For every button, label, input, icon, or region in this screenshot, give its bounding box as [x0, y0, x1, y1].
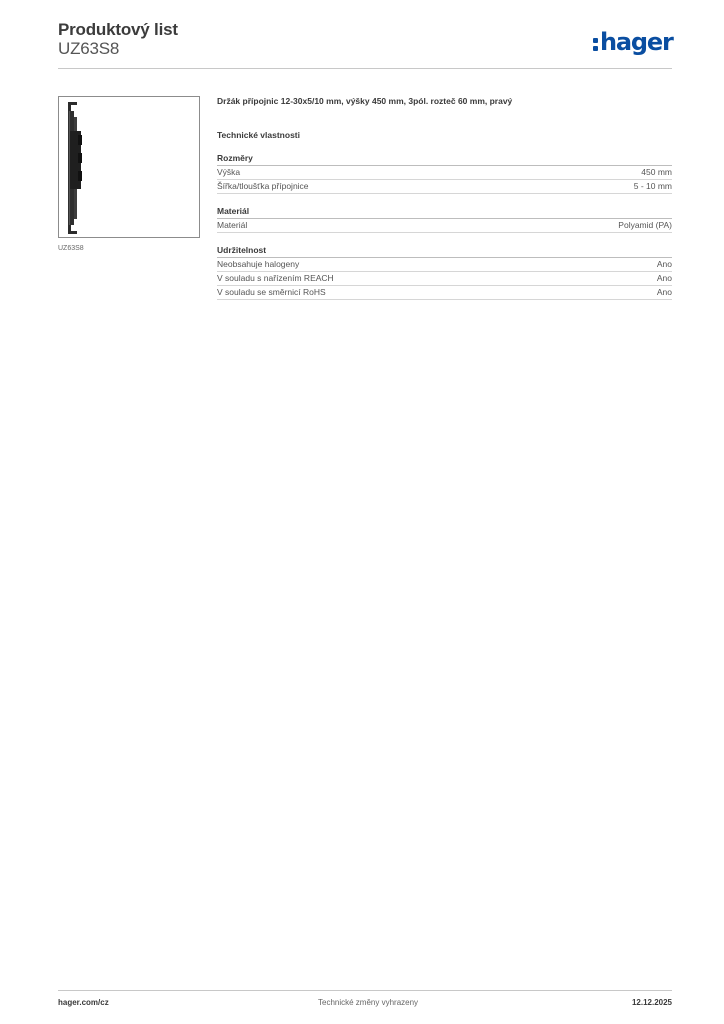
- footer-notice: Technické změny vyhrazeny: [318, 998, 419, 1007]
- product-code: UZ63S8: [58, 39, 120, 58]
- spec-row: [217, 180, 672, 194]
- footer-website-link[interactable]: hager.com/cz: [58, 998, 109, 1007]
- spec-row: [217, 258, 672, 272]
- document-title: Produktový list: [58, 20, 178, 39]
- spec-label: V souladu se směrnicí RoHS: [217, 287, 326, 297]
- image-caption: UZ63S8: [58, 245, 84, 252]
- spec-value: Ano: [656, 259, 672, 269]
- spec-label: Šířka/tloušťka přípojnice: [217, 181, 309, 191]
- spec-value: 5 - 10 mm: [633, 181, 672, 191]
- footer-divider: [58, 990, 672, 991]
- product-description: Držák přípojnic 12-30x5/10 mm, výšky 450 mm, 3pól. rozteč 60 mm, pravý: [217, 96, 513, 106]
- spec-row: [217, 219, 672, 233]
- spec-value: Polyamid (PA): [618, 220, 672, 230]
- header-divider: [58, 68, 672, 69]
- spec-label: Materiál: [217, 220, 248, 230]
- product-image: [58, 96, 200, 238]
- section-dimensions: [217, 153, 672, 194]
- spec-value: Ano: [656, 287, 672, 297]
- spec-label: Neobsahuje halogeny: [217, 259, 300, 269]
- technical-properties-heading: Technické vlastnosti: [217, 130, 300, 140]
- logo-dots-icon: [593, 38, 598, 51]
- section-title: Materiál: [217, 206, 672, 219]
- product-details: [217, 95, 672, 300]
- spec-value: 450 mm: [641, 167, 672, 177]
- section-title: Rozměry: [217, 153, 672, 166]
- hager-logo: [593, 27, 673, 57]
- busbar-holder-icon: [59, 97, 201, 239]
- section-sustainability: [217, 245, 672, 300]
- spec-row: [217, 286, 672, 300]
- spec-label: Výška: [217, 167, 241, 177]
- spec-value: Ano: [656, 273, 672, 283]
- section-title: Udržitelnost: [217, 245, 672, 258]
- spec-row: [217, 166, 672, 180]
- section-material: [217, 206, 672, 233]
- spec-row: [217, 272, 672, 286]
- logo-text: hager: [600, 28, 673, 56]
- footer-date: 12.12.2025: [631, 998, 672, 1007]
- spec-label: V souladu s nařízením REACH: [217, 273, 334, 283]
